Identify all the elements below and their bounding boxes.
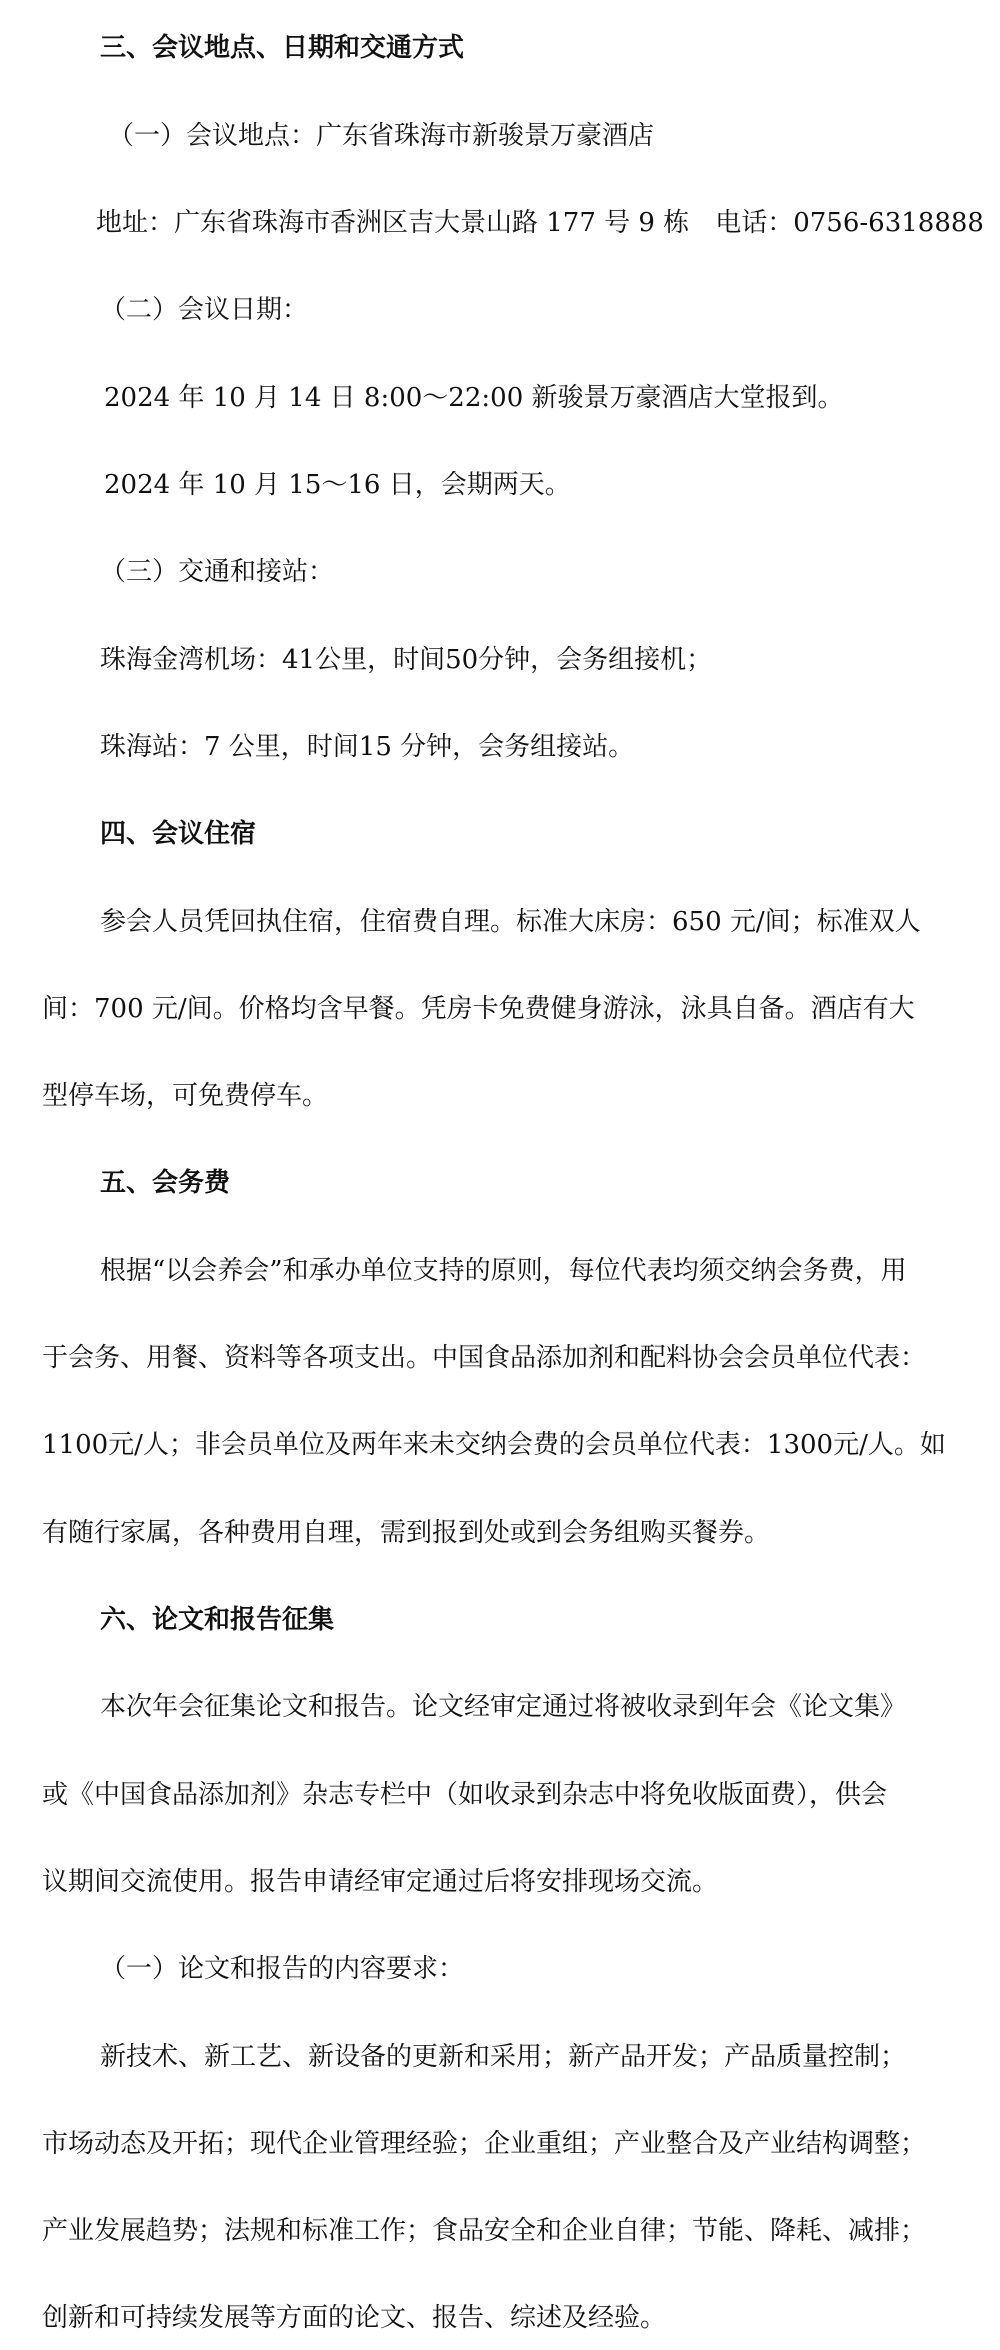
section-heading-accommodation: 四、会议住宿 [100, 819, 257, 849]
section-heading-papers: 六、论文和报告征集 [100, 1605, 335, 1635]
requirements-line: 市场动态及开拓；现代企业管理经验；企业重组；产业整合及产业结构调整； [42, 2129, 927, 2159]
section-heading-venue: 三、会议地点、日期和交通方式 [100, 33, 465, 63]
section-heading-fees: 五、会务费 [100, 1168, 231, 1198]
accommodation-line: 型停车场，可免费停车。 [42, 1081, 329, 1111]
requirements-line: 新技术、新工艺、新设备的更新和采用；新产品开发；产品质量控制； [100, 2042, 907, 2072]
transport-airport: 珠海金湾机场：41公里，时间50分钟，会务组接机； [100, 645, 713, 675]
papers-line: 议期间交流使用。报告申请经审定通过后将安排现场交流。 [42, 1867, 719, 1897]
accommodation-line: 间：700 元/间。价格均含早餐。凭房卡免费健身游泳，泳具自备。酒店有大 [42, 994, 915, 1024]
papers-requirements-label: （一）论文和报告的内容要求： [100, 1954, 465, 1984]
transport-station: 珠海站：7 公里，时间15 分钟，会务组接站。 [100, 732, 635, 762]
requirements-line: 创新和可持续发展等方面的论文、报告、综述及经验。 [42, 2303, 667, 2333]
fees-line: 根据“以会养会”和承办单位支持的原则，每位代表均须交纳会务费，用 [100, 1256, 907, 1286]
date-label: （二）会议日期： [100, 295, 309, 325]
requirements-line: 产业发展趋势；法规和标准工作；食品安全和企业自律；节能、降耗、减排； [42, 2216, 927, 2246]
fees-line: 于会务、用餐、资料等各项支出。中国食品添加剂和配料协会会员单位代表： [42, 1343, 927, 1373]
transport-label: （三）交通和接站： [100, 557, 335, 587]
fees-line: 有随行家属，各种费用自理，需到报到处或到会务组购买餐券。 [42, 1518, 771, 1548]
venue-label: （一）会议地点：广东省珠海市新骏景万豪酒店 [108, 121, 655, 151]
fees-line: 1100元/人；非会员单位及两年来未交纳会费的会员单位代表：1300元/人。如 [42, 1430, 946, 1460]
papers-line: 本次年会征集论文和报告。论文经审定通过将被收录到年会《论文集》 [100, 1692, 907, 1722]
accommodation-line: 参会人员凭回执住宿，住宿费自理。标准大床房：650 元/间；标准双人 [100, 907, 921, 937]
address-line: 地址：广东省珠海市香洲区吉大景山路 177 号 9 栋 电话：0756-6318888 [96, 208, 984, 238]
papers-line: 或《中国食品添加剂》杂志专栏中（如收录到杂志中将免收版面费），供会 [42, 1780, 888, 1810]
date-line-registration: 2024 年 10 月 14 日 8:00～22:00 新骏景万豪酒店大堂报到。 [104, 383, 844, 413]
date-line-duration: 2024 年 10 月 15～16 日，会期两天。 [104, 470, 571, 500]
